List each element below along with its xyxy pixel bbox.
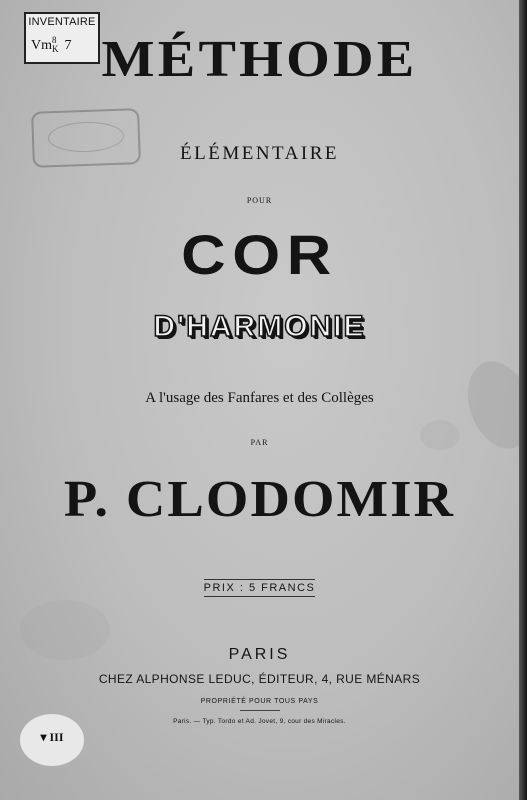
inventory-prefix: Vm bbox=[31, 38, 52, 53]
inventory-sub: K bbox=[52, 44, 59, 54]
title-harmonie: D'HARMONIE bbox=[153, 310, 366, 343]
binding-edge bbox=[519, 0, 527, 800]
author-name: P. CLODOMIR bbox=[63, 471, 456, 528]
title-cor: COR bbox=[181, 223, 338, 286]
word-pour: POUR bbox=[246, 196, 273, 205]
usage-line: A l'usage des Fanfares et des Collèges bbox=[145, 390, 374, 406]
call-number: ▾ III bbox=[40, 730, 64, 744]
price-box bbox=[0, 578, 519, 597]
price-label: PRIX : 5 FRANCS bbox=[204, 579, 316, 597]
imprint-city: PARIS bbox=[228, 646, 291, 663]
inventory-number: 7 bbox=[64, 38, 72, 53]
imprint-printer: Paris. — Typ. Tordo et Ad. Jovet, 9, cour des Miracles. bbox=[173, 718, 346, 725]
inventory-sup: 8 bbox=[52, 35, 57, 45]
call-number-stamp bbox=[20, 714, 84, 766]
word-par: PAR bbox=[250, 438, 269, 447]
imprint-publisher: CHEZ ALPHONSE LEDUC, ÉDITEUR, 4, RUE MÉNARS bbox=[98, 672, 421, 686]
divider bbox=[240, 710, 280, 711]
subtitle-elementaire: ÉLÉMENTAIRE bbox=[180, 143, 339, 164]
inventory-stamp-title: INVENTAIRE bbox=[28, 16, 96, 28]
title-methode: MÉTHODE bbox=[101, 31, 418, 88]
imprint-rights: PROPRIÉTÉ POUR TOUS PAYS bbox=[200, 698, 319, 705]
